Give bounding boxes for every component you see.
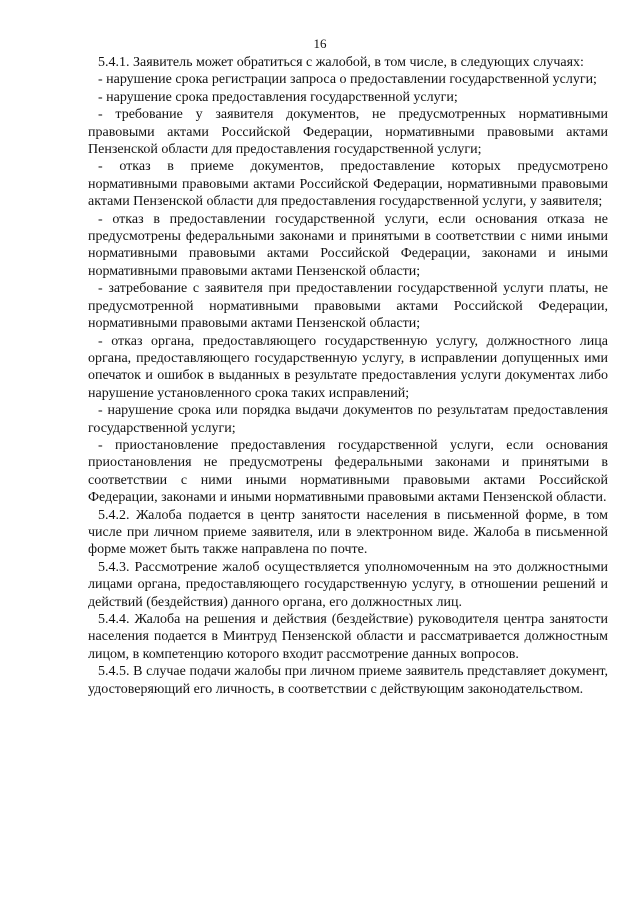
list-item-suspension: - приостановление предоставления государственной услуги, если основания приостановления не предусмотрены федеральными законами и принятыми в соответствии с ними иными нормативными правовыми актами Российской Федерации, законами и иными нормативными правовыми актами Пензенской области.: [88, 437, 608, 506]
paragraph-5-4-4: 5.4.4. Жалоба на решения и действия (бездействие) руководителя центра занятости населения подается в Минтруд Пензенской области и рассматривается должностным лицом, в компетенцию которого входит рассмотрение данных вопросов.: [88, 612, 608, 662]
paragraph-5-4-1: 5.4.1. Заявитель может обратиться с жалобой, в том числе, в следующих случаях:: [98, 55, 584, 70]
list-item-fee-demand: - затребование с заявителя при предоставлении государственной услуги платы, не предусмотренной нормативными правовыми актами Российской Федерации, нормативными правовыми актами Пензенской области;: [88, 281, 608, 332]
list-item-issuance-violation: - нарушение срока или порядка выдачи документов по результатам предоставления государственной услуги;: [88, 403, 608, 436]
list-item-service-refusal: - отказ в предоставлении государственной услуги, если основания отказа не предусмотрены федеральными законами и принятыми в соответствии с ними иными нормативными правовыми актами Российской Федерации, законами и иными нормативными правовыми актами Пензенской области;: [88, 211, 608, 279]
document-body: [88, 54, 608, 698]
list-item-correction-refusal: - отказ органа, предоставляющего государственную услугу, должностного лица органа, предоставляющего государственную услугу, в исправлении допущенных ими опечаток и ошибок в выданных в результате предоставления услуги документах либо нарушение установленного срока таких исправлений;: [88, 333, 608, 401]
list-item-registration-deadline: - нарушение срока регистрации запроса о предоставлении государственной услуги;: [98, 72, 597, 88]
paragraph-5-4-3: 5.4.3. Рассмотрение жалоб осуществляется уполномоченным на это должностными лицами органа, предоставляющего государственную услугу, в отношении решений и действий (бездействия) данного органа, его должностных лиц.: [88, 559, 608, 610]
paragraph-5-4-2: 5.4.2. Жалоба подается в центр занятости населения в письменной форме, в том числе при личном приеме заявителя, или в электронном виде. Жалоба в письменной форме может быть также направлена по почте.: [88, 507, 608, 558]
paragraph-5-4-5: 5.4.5. В случае подачи жалобы при личном приеме заявитель представляет документ, удостоверяющий его личность, в соответствии с действующим законодательством.: [88, 664, 608, 697]
list-item-service-deadline: - нарушение срока предоставления государственной услуги;: [98, 89, 458, 105]
list-item-document-refusal: - отказ в приеме документов, предоставление которых предусмотрено нормативными правовыми актами Российской Федерации, нормативными правовыми актами Пензенской области для предоставления государственной услуги, у заявителя;: [88, 159, 608, 210]
list-item-document-demand: - требование у заявителя документов, не предусмотренных нормативными правовыми актами Российской Федерации, нормативными правовыми актами Пензенской области для предоставления государственной услуги;: [88, 107, 608, 158]
page-number: 16: [313, 36, 327, 51]
